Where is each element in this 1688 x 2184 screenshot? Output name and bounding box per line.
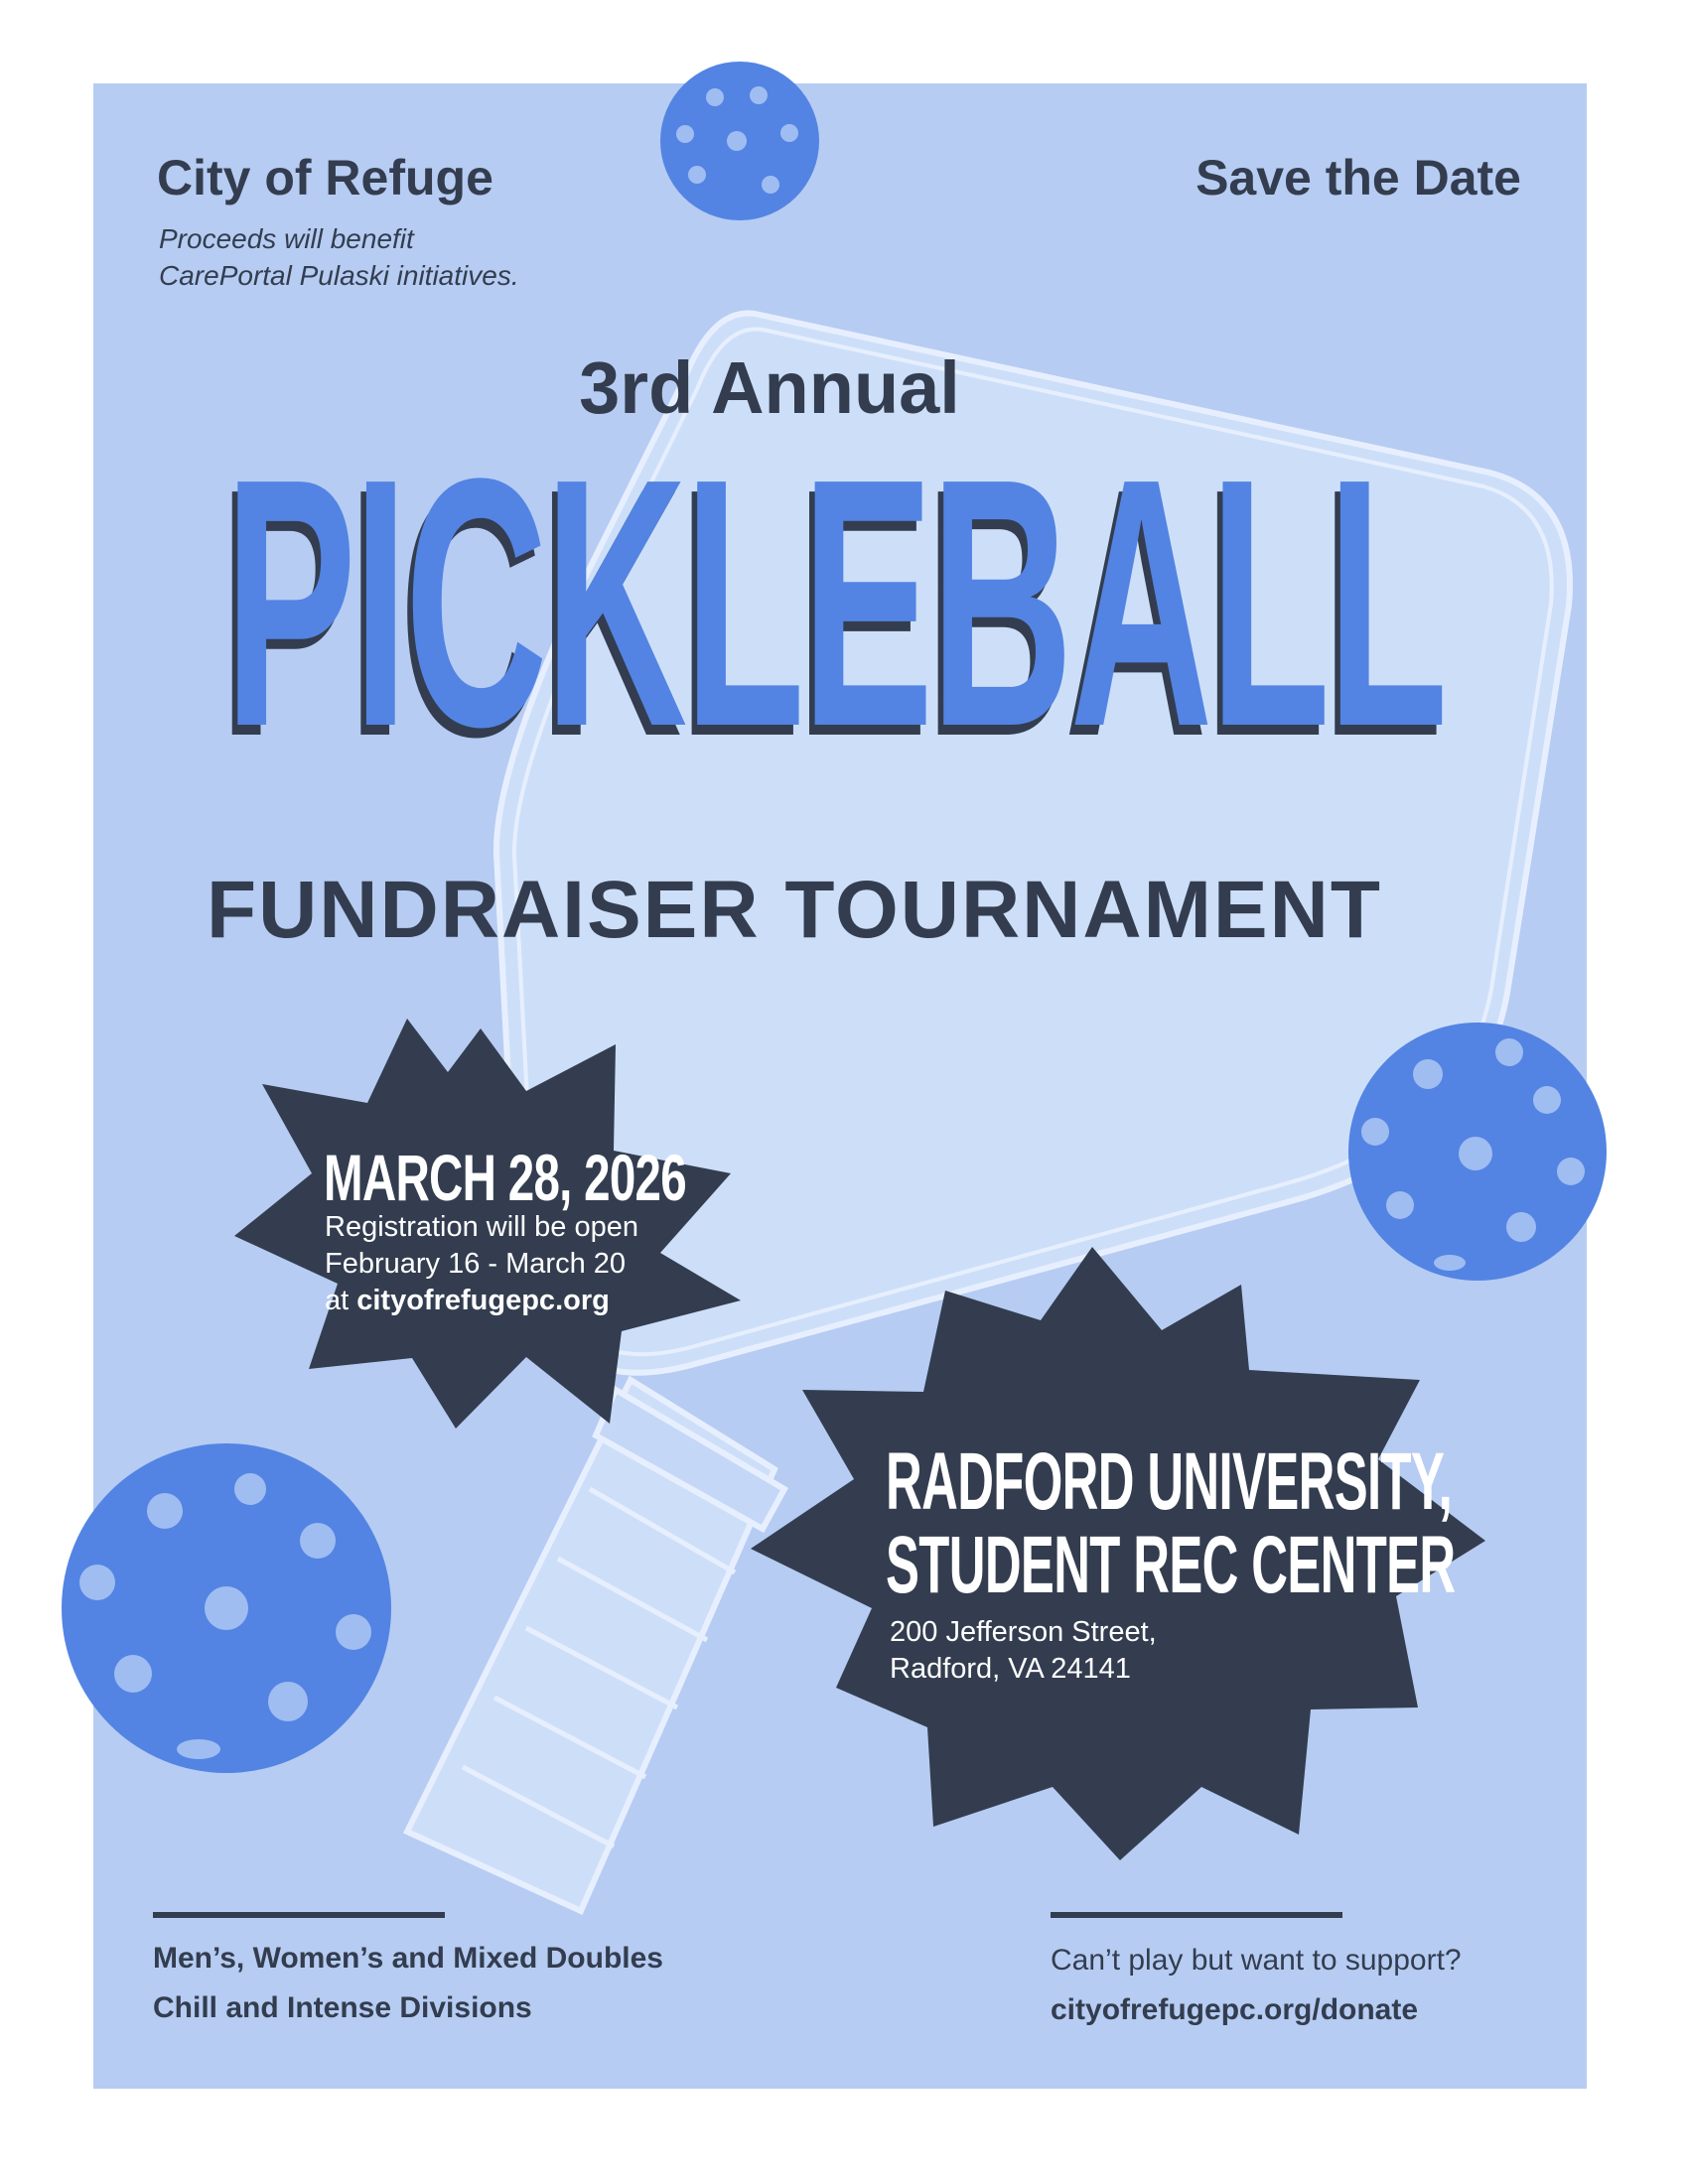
- venue-name: RADFORD UNIVERSITY,: [886, 1436, 1453, 1527]
- registration-site-line: [325, 1283, 610, 1319]
- event-date: MARCH 28, 2026: [324, 1141, 686, 1214]
- venue-address: 200 Jefferson Street,: [890, 1616, 1157, 1648]
- support-question: Can’t play but want to support?: [1051, 1944, 1462, 1977]
- divider: [1051, 1912, 1342, 1918]
- venue-address: Radford, VA 24141: [890, 1653, 1131, 1685]
- organization-name: City of Refuge: [157, 150, 493, 205]
- divider: [153, 1912, 445, 1918]
- benefit-line: CarePortal Pulaski initiatives.: [159, 260, 519, 291]
- pickleball-icon: [660, 62, 819, 220]
- division-info: Men’s, Women’s and Mixed Doubles: [153, 1942, 663, 1975]
- benefit-line: Proceeds will benefit: [159, 223, 414, 254]
- save-the-date: Save the Date: [1196, 150, 1521, 205]
- edition-heading: 3rd Annual: [579, 346, 960, 429]
- event-title: PICKLEBALL: [224, 406, 1445, 800]
- registration-text: Registration will be open: [325, 1211, 638, 1243]
- donate-link[interactable]: cityofrefugepc.org/donate: [1051, 1993, 1419, 2026]
- registration-dates: February 16 - March 20: [325, 1248, 627, 1280]
- event-subtitle: FUNDRAISER TOURNAMENT: [207, 865, 1382, 955]
- registration-prefix: at: [325, 1285, 350, 1316]
- pickleball-icon: [62, 1443, 391, 1773]
- pickleball-icon: [1348, 1023, 1607, 1281]
- division-info: Chill and Intense Divisions: [153, 1991, 532, 2024]
- benefit-note: [159, 220, 675, 294]
- registration-link[interactable]: cityofrefugepc.org: [356, 1285, 610, 1316]
- venue-name: STUDENT REC CENTER: [886, 1520, 1456, 1610]
